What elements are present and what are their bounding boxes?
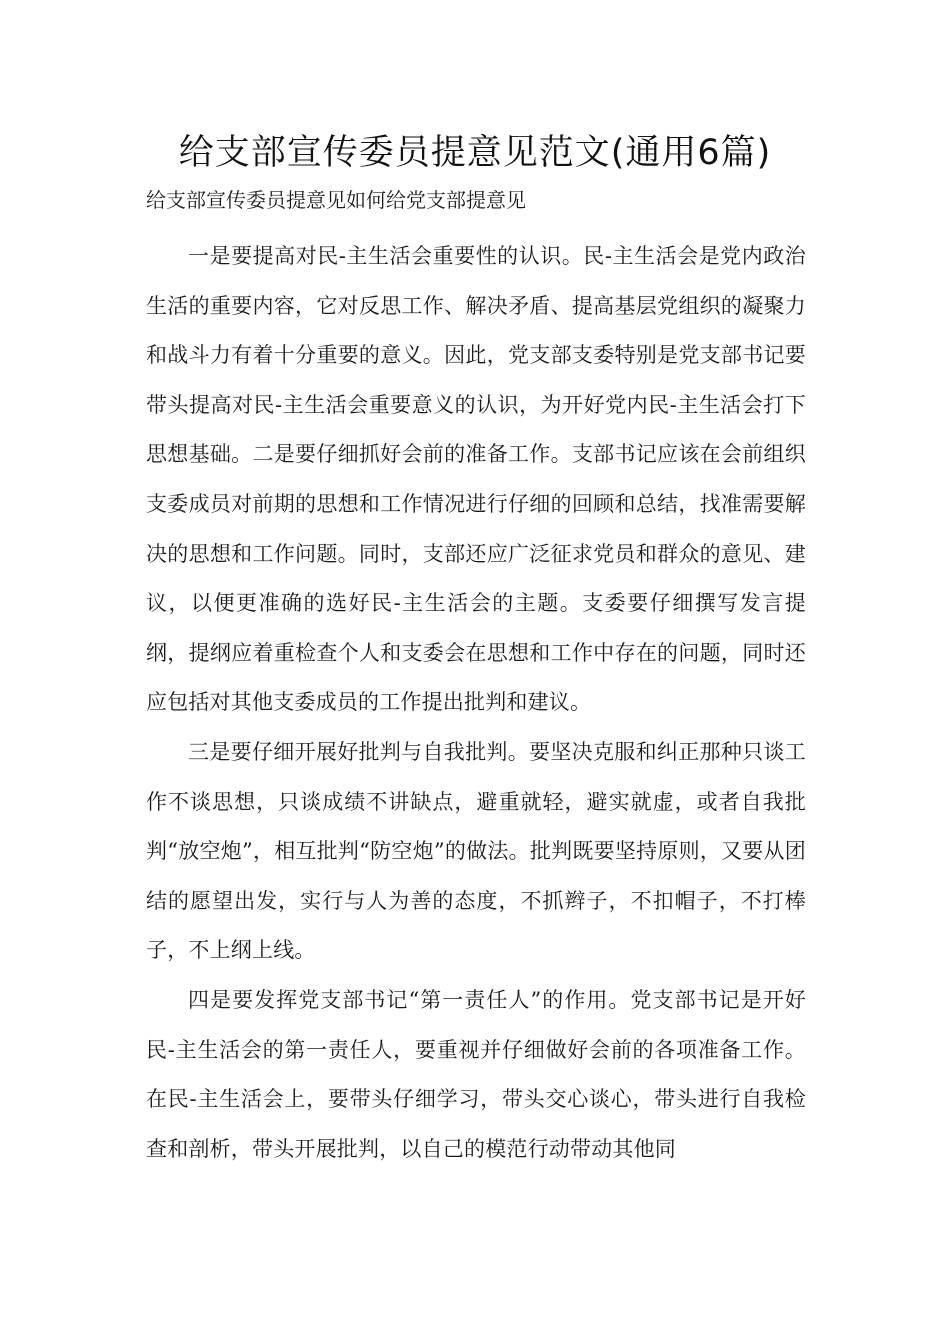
paragraph-3: 四是要发挥党支部书记“第一责任人”的作用。党支部书记是开好民-主生活会的第一责任人，要重视并仔细做好会前的各项准备工作。在民-主生活会上，要带头仔细学习，带头交心谈心，带头进行自我检查和剖析，带头开展批判，以自己的模范行动带动其他同 [146, 987, 806, 1161]
paragraph-2: 三是要仔细开展好批判与自我批判。要坚决克服和纠正那种只谈工作不谈思想，只谈成绩不讲缺点，避重就轻，避实就虚，或者自我批判“放空炮”，相互批判“防空炮”的做法。批判既要坚持原则，又要从团结的愿望出发，实行与人为善的态度，不抓辫子，不扣帽子，不打棒子，不上纲上线。 [146, 739, 806, 963]
document-body [146, 232, 806, 1174]
paragraph-1: 一是要提高对民-主生活会重要性的认识。民-主生活会是党内政治生活的重要内容，它对反思工作、解决矛盾、提高基层党组织的凝聚力和战斗力有着十分重要的意义。因此，党支部支委特别是党支部书记要带头提高对民-主生活会重要意义的认识，为开好党内民-主生活会打下思想基础。二是要仔细抓好会前的准备工作。支部书记应该在会前组织支委成员对前期的思想和工作情况进行仔细的回顾和总结，找准需要解决的思想和工作问题。同时，支部还应广泛征求党员和群众的意见、建议，以便更准确的选好民-主生活会的主题。支委要仔细撰写发言提纲，提纲应着重检查个人和支委会在思想和工作中存在的问题，同时还应包括对其他支委成员的工作提出批判和建议。 [146, 244, 806, 715]
document-title: 给支部宣传委员提意见范文(通用6篇) [178, 133, 772, 173]
document-subtitle: 给支部宣传委员提意见如何给党支部提意见 [146, 188, 526, 212]
